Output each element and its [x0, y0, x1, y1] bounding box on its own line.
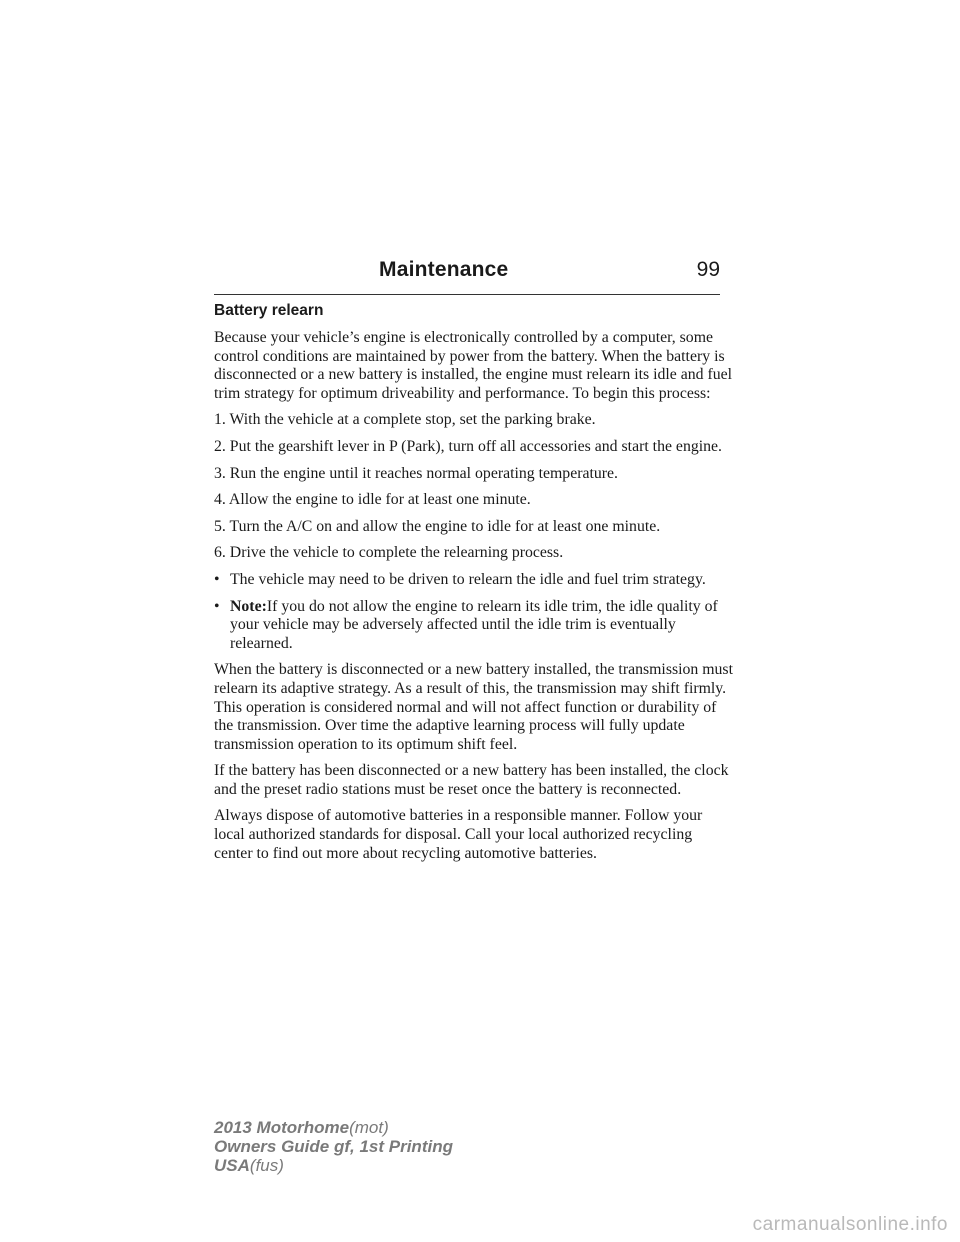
note-text: If you do not allow the engine to relearn its idle trim, the idle quality of your vehicle may be adversely affected until the idle trim is eventually relearned. — [230, 597, 718, 652]
step-6: 6. Drive the vehicle to complete the relearning process. — [214, 544, 564, 562]
print-footer — [214, 1118, 453, 1175]
footer-region: USA — [214, 1156, 250, 1175]
section-heading: Maintenance — [379, 258, 509, 281]
page-content — [214, 301, 734, 871]
bullet-icon: • — [214, 570, 220, 588]
footer-line-2 — [214, 1137, 453, 1156]
bullet-text: The vehicle may need to be driven to relearn the idle and fuel trim strategy. — [230, 570, 706, 588]
dispose-paragraph: Always dispose of automotive batteries in a responsible manner. Follow your local authorized standards for disposal. Call your local authorized recycling center to find out more about recycling automotive batteries. — [214, 807, 703, 862]
note-bullet-item — [214, 598, 734, 654]
page-number: 99 — [696, 258, 720, 281]
section-title: Battery relearn — [214, 302, 324, 319]
page-header — [214, 254, 720, 295]
footer-guide: Owners Guide gf, 1st Printing — [214, 1137, 453, 1156]
step-1: 1. With the vehicle at a complete stop, set the parking brake. — [214, 411, 596, 429]
step-2: 2. Put the gearshift lever in P (Park), turn off all accessories and start the engine. — [214, 437, 722, 455]
step-4: 4. Allow the engine to idle for at least one minute. — [214, 491, 531, 509]
intro-paragraph: Because your vehicle’s engine is electronically controlled by a computer, some control conditions are maintained by power from the battery. When the battery is disconnected or a new battery is installed, the engine must relearn its idle and fuel trim strategy for optimum driveability and performance. To begin this process: — [214, 329, 733, 402]
note-text-block — [230, 598, 734, 654]
step-3: 3. Run the engine until it reaches normal operating temperature. — [214, 464, 619, 482]
footer-region-code: (fus) — [249, 1156, 284, 1175]
footer-line-1 — [214, 1118, 453, 1137]
watermark-text: carmanualsonline.info — [752, 1214, 948, 1235]
footer-line-3 — [214, 1156, 453, 1175]
step-5: 5. Turn the A/C on and allow the engine to idle for at least one minute. — [214, 517, 661, 535]
footer-model: 2013 Motorhome — [214, 1118, 350, 1137]
bullet-item — [214, 571, 734, 590]
transmission-paragraph: When the battery is disconnected or a new battery installed, the transmission must relearn its adaptive strategy. As a result of this, the transmission may shift firmly. This operation is considered normal and will not affect function or durability of the transmission. Over time the adaptive learning process will fully update transmission operation to its optimum shift feel. — [214, 661, 733, 753]
note-label: Note: — [230, 597, 267, 615]
footer-model-code: (mot) — [349, 1118, 389, 1137]
bullet-icon: • — [214, 597, 220, 615]
clock-paragraph: If the battery has been disconnected or a new battery has been installed, the clock and the preset radio stations must be reset once the battery is reconnected. — [214, 762, 729, 798]
